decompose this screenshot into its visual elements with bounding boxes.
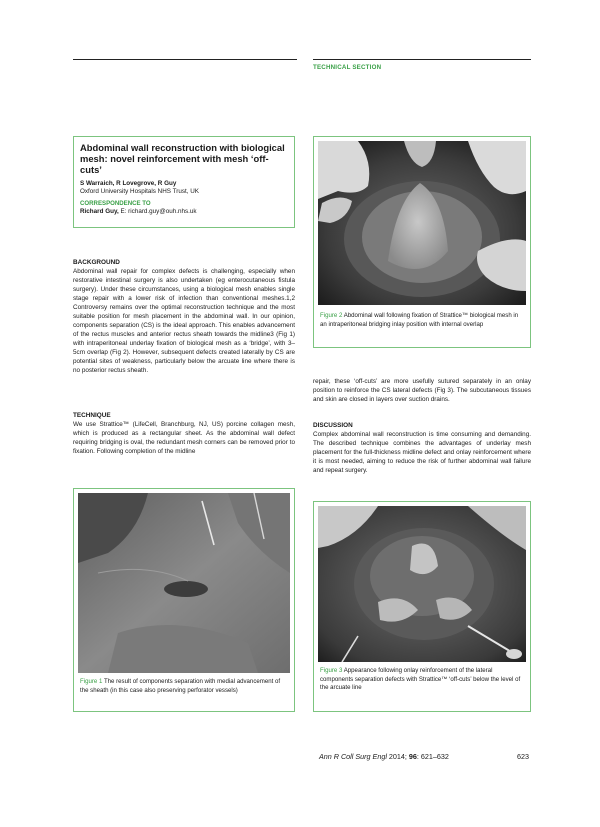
article-authors: S Warraich, R Lovegrove, R Guy (80, 180, 177, 187)
footer-pages: : 621–632 (416, 752, 449, 761)
figure-2-photo (318, 141, 526, 305)
footer-volume: 96 (408, 752, 417, 761)
figure-2-label: Figure 2 (320, 312, 343, 319)
figure-2-caption (320, 312, 524, 329)
figure-1 (73, 488, 295, 712)
background-section (73, 258, 295, 375)
correspondence-email: E: richard.guy@ouh.nhs.uk (118, 208, 197, 215)
figure-2 (313, 136, 531, 348)
figure-1-caption (80, 678, 288, 695)
technique-heading: TECHNIQUE (73, 412, 111, 419)
figure-3-image (318, 506, 526, 662)
discussion-heading: DISCUSSION (313, 422, 353, 429)
figure-1-label: Figure 1 (80, 678, 103, 685)
footer-citation (319, 752, 449, 761)
background-heading: BACKGROUND (73, 259, 120, 266)
section-label: TECHNICAL SECTION (313, 64, 382, 71)
header-rule-right (313, 59, 531, 60)
discussion-section (313, 421, 531, 475)
figure-3-label: Figure 3 (320, 667, 343, 674)
correspondence-heading: CORRESPONDENCE TO (80, 200, 151, 207)
page-number: 623 (517, 752, 529, 761)
correspondence-name: Richard Guy, (80, 208, 119, 215)
figure-1-photo (78, 493, 290, 673)
figure-3-photo (318, 506, 526, 662)
technique-continued (313, 377, 531, 404)
figure-2-caption-text: Abdominal wall following fixation of Strattice™ biological mesh in an intraperitoneal bridging inlay position with internal overlap (320, 312, 519, 328)
footer-year: 2014; (386, 752, 409, 761)
technique-continued-text: repair, these ‘off-cuts’ are more usefully sutured separately in an onlay position to reinforce the CS lateral defects (Fig 3). The subcutaneous tissues and skin are closed in layers over suction drains. (313, 378, 531, 403)
article-title: Abdominal wall reconstruction with biological mesh: novel reinforcement with mesh ‘off-cuts’ (80, 142, 285, 175)
figure-3 (313, 501, 531, 712)
figure-3-caption-text: Appearance following onlay reinforcement of the lateral components separation defects with Strattice™ ‘off-cuts’ below the level of the arcuate line (320, 667, 521, 692)
technique-text: We use Strattice™ (LifeCell, Branchburg, NJ, US) porcine collagen mesh, which is produced as a rectangular sheet. As the abdominal wall defect requiring bridging is oval, the redundant mesh corners can be removed prior to fixation. Following completion of the midline (73, 421, 295, 455)
footer-journal-name: Ann R Coll Surg Engl (319, 752, 387, 761)
figure-3-caption (320, 667, 524, 693)
figure-1-caption-text: The result of components separation with medial advancement of the sheath (in this case also preserving perforator vessels) (80, 678, 281, 694)
technique-section (73, 411, 295, 456)
background-text: Abdominal wall repair for complex defects is challenging, especially when restorative intestinal surgery is also undertaken (eg enterocutaneous fistula surgery). Under these circumstances, using a biological mesh enables single stage repair with a lower risk of infection than conventional meshes.1,2 Controversy remains over the optimal reconstruction technique and the most suitable position for mesh placement in the abdominal wall. In our opinion, components separation (CS) is the ideal approach. This enables advancement of the rectus muscles and anterior rectus sheath towards the midline3 (Fig 1) with intraperitoneal underlay fixation of biological mesh as a ‘bridge’, with 3–5cm overlap (Fig 2). However, subsequent defects created laterally by CS are potential sites of weakness, particularly below the arcuate line where there is no posterior rectus sheath. (73, 268, 295, 374)
discussion-text: Complex abdominal wall reconstruction is time consuming and demanding. The described technique combines the advantages of underlay mesh placement for the full-thickness midline defect and onlay reinforcement where it is most needed, aiming to reduce the risk of further abdominal wall failure and repeat surgery. (313, 431, 531, 474)
figure-2-image (318, 141, 526, 305)
figure-1-image (78, 493, 290, 673)
header-rule-left (73, 59, 297, 60)
correspondence (80, 208, 288, 215)
article-title-box (73, 136, 295, 228)
article-affiliation: Oxford University Hospitals NHS Trust, UK (80, 188, 199, 195)
